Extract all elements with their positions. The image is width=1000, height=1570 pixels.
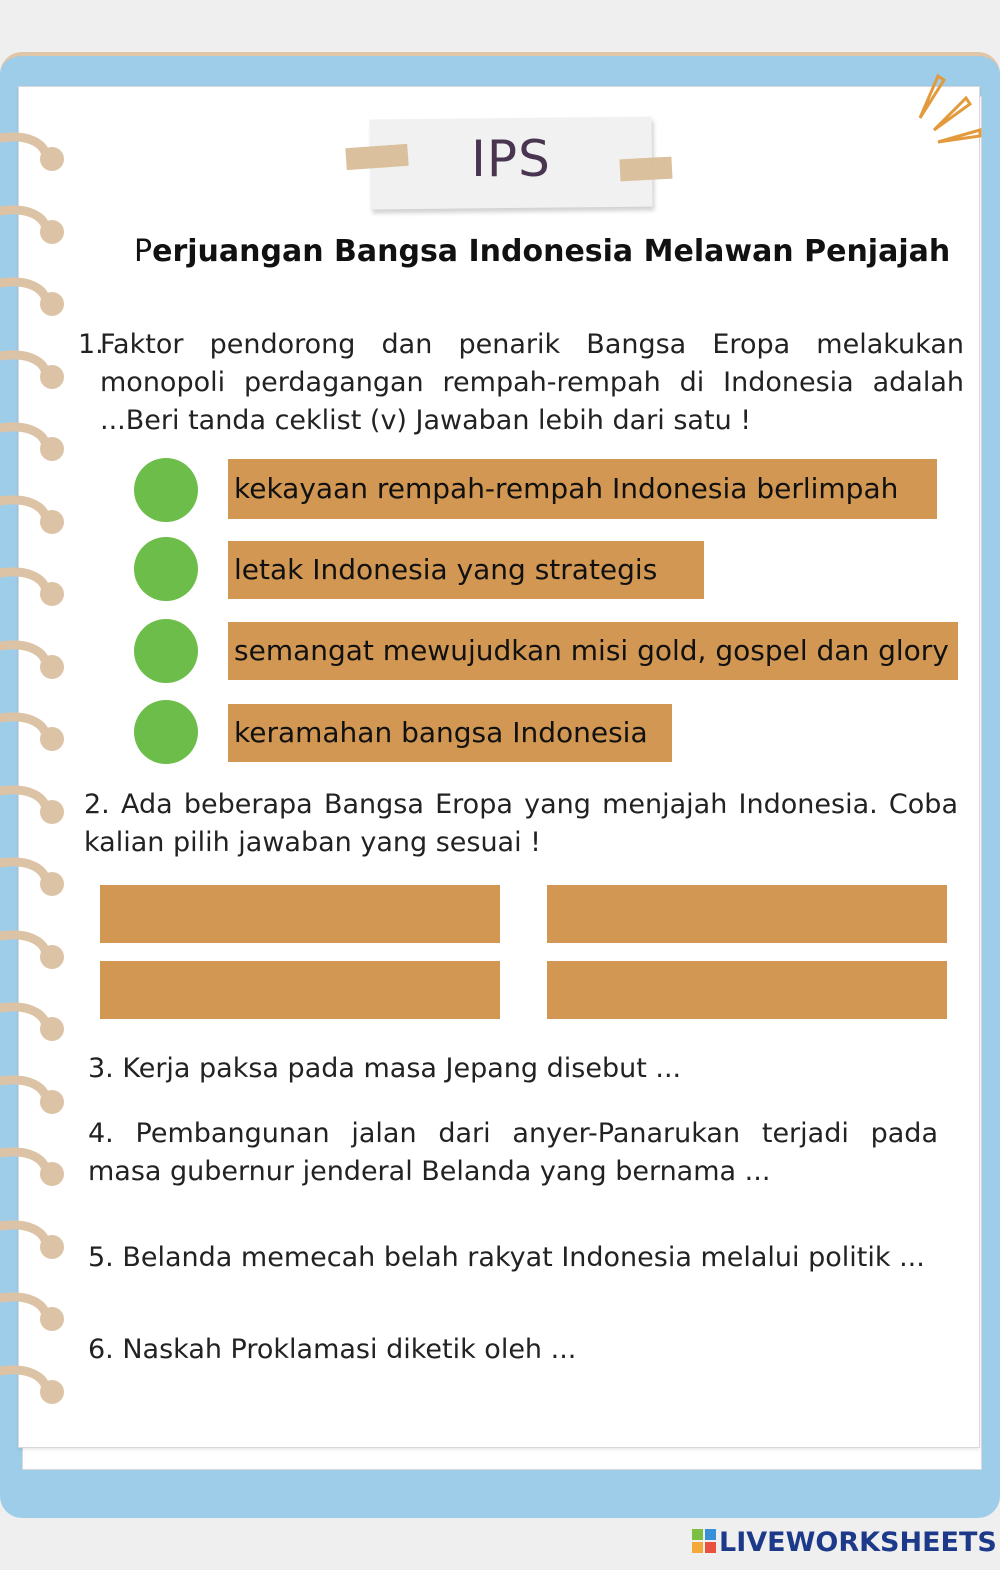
sparkle-decoration-icon [910, 72, 982, 152]
answer-dropzone-3[interactable] [100, 961, 500, 1019]
answer-dropzone-2[interactable] [547, 885, 947, 943]
binder-ring-icon [0, 495, 64, 535]
checkbox-option-2[interactable] [134, 537, 198, 601]
binder-ring-icon [0, 1220, 64, 1260]
binder-ring-icon [0, 930, 64, 970]
binder-ring-icon [0, 205, 64, 245]
binder-ring-icon [0, 640, 64, 680]
binder-ring-icon [0, 132, 64, 172]
checkbox-option-4[interactable] [134, 700, 198, 764]
answer-dropzone-1[interactable] [100, 885, 500, 943]
question-1-number: 1. [78, 329, 104, 360]
liveworksheets-logo [692, 1527, 997, 1563]
checkbox-option-1[interactable] [134, 458, 198, 522]
answer-dropzone-4[interactable] [547, 961, 947, 1019]
binder-ring-icon [0, 1075, 64, 1115]
binder-ring-icon [0, 1365, 64, 1405]
subject-title: IPS [471, 130, 551, 188]
binder-ring-icon [0, 277, 64, 317]
binder-ring-icon [0, 1147, 64, 1187]
binder-ring-icon [0, 350, 64, 390]
binder-ring-icon [0, 1002, 64, 1042]
question-2: 2. Ada beberapa Bangsa Eropa yang menjajah Indonesia. Coba kalian pilih jawaban yang sesuai ! [84, 789, 958, 858]
binder-ring-icon [0, 1292, 64, 1332]
option-1: kekayaan rempah-rempah Indonesia berlimpah [228, 459, 937, 519]
binder-ring-icon [0, 422, 64, 462]
question-1-text: Faktor pendorong dan penarik Bangsa Eropa melakukan monopoli perdagangan rempah-rempah di Indonesia adalah ...Beri tanda ceklist (v) Jawaban lebih dari satu ! [100, 329, 964, 436]
option-4: keramahan bangsa Indonesia [228, 704, 672, 762]
option-3: semangat mewujudkan misi gold, gospel dan glory [228, 622, 958, 680]
binder-ring-icon [0, 567, 64, 607]
option-2: letak Indonesia yang strategis [228, 541, 704, 599]
liveworksheets-logo-text: LIVEWORKSHEETS [719, 1527, 997, 1558]
question-3: 3. Kerja paksa pada masa Jepang disebut ... [88, 1053, 682, 1084]
binder-ring-icon [0, 712, 64, 752]
question-1 [78, 326, 964, 440]
binder-ring-icon [0, 785, 64, 825]
question-4: 4. Pembangunan jalan dari anyer-Panarukan terjadi pada masa gubernur jenderal Belanda yang bernama ... [88, 1118, 938, 1187]
liveworksheets-logo-icon [692, 1529, 716, 1553]
binder-ring-icon [0, 857, 64, 897]
checkbox-option-3[interactable] [134, 619, 198, 683]
question-6: 6. Naskah Proklamasi diketik oleh ... [88, 1334, 577, 1365]
question-5: 5. Belanda memecah belah rakyat Indonesia melalui politik ... [88, 1242, 925, 1273]
worksheet-title: Perjuangan Bangsa Indonesia Melawan Penjajah [134, 234, 951, 269]
